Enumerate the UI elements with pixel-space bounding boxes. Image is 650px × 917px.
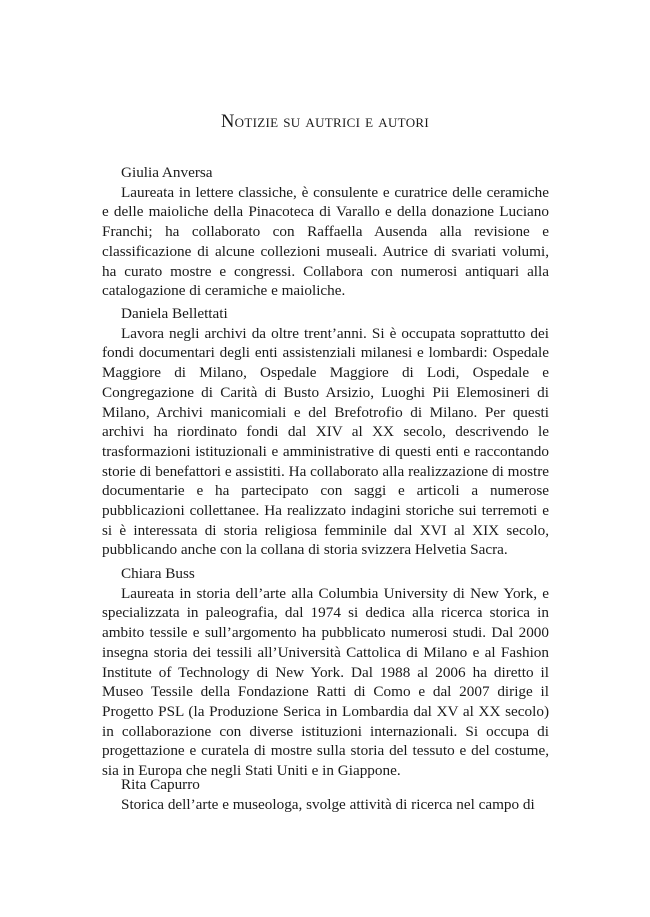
author-entry [102, 564, 549, 781]
author-entry [102, 775, 549, 814]
author-biography: Lavora negli archivi da oltre trent’anni. Si è occupata soprattutto dei fondi documentari degli enti assistenziali milanesi e lombardi: Ospedale Maggiore di Milano, Ospedale Maggiore di Lodi, Ospedale e Congregazione di Carità di Busto Arsizio, Luoghi Pii Elemosineri di Milano, Archivi manicomiali e del Brefotrofio di Milano. Per questi archivi ha riordinato fondi dal XIV al XX secolo, descrivendo le trasformazioni istituzionali e amministrative di questi enti e raccontando storie di benefattori e assistiti. Ha collaborato alla realizzazione di mostre documentarie e ha partecipato con saggi e articoli a numerose pubblicazioni collettanee. Ha realizzato indagini storiche sui terremoti e si è interessata di storia religiosa femminile dal XVI al XIX secolo, pubblicando anche con la collana di storia svizzera Helvetia Sacra. [102, 324, 549, 559]
author-entry [102, 163, 549, 301]
author-biography: Storica dell’arte e museologa, svolge attività di ricerca nel campo di [121, 795, 535, 813]
author-biography: Laureata in lettere classiche, è consulente e curatrice delle ceramiche e delle maioliche della Pinacoteca di Varallo e della donazione Luciano Franchi; ha collaborato con Raffaella Ausenda alla revisione e classificazione di alcune collezioni museali. Autrice di svariati volumi, ha curato mostre e congressi. Collabora con numerosi antiquari alla catalogazione di ceramiche e maioliche. [102, 183, 549, 300]
page-title: Notizie su autrici e autori [221, 112, 429, 132]
author-name: Daniela Bellettati [121, 305, 228, 322]
author-name: Rita Capurro [121, 776, 200, 793]
author-name: Giulia Anversa [121, 164, 213, 181]
author-name: Chiara Buss [121, 565, 195, 582]
author-biography: Laureata in storia dell’arte alla Columbia University di New York, e specializzata in paleografia, dal 1974 si dedica alla ricerca storica in ambito tessile e sull’argomento ha pubblicato numerosi studi. Dal 2000 insegna storia dei tessili all’Università Cattolica di Milano e al Fashion Institute of Technology di New York. Dal 1988 al 2006 ha diretto il Museo Tessile della Fondazione Ratti di Como e dal 2007 dirige il Progetto PSL (la Produzione Serica in Lombardia dal XV al XX secolo) in collaborazione con diverse istituzioni internazionali. Si occupa di progettazione e curatela di mostre sulla storia del tessuto e del costume, sia in Europa che negli Stati Uniti e in Giappone. [102, 584, 549, 780]
author-entry [102, 304, 549, 560]
